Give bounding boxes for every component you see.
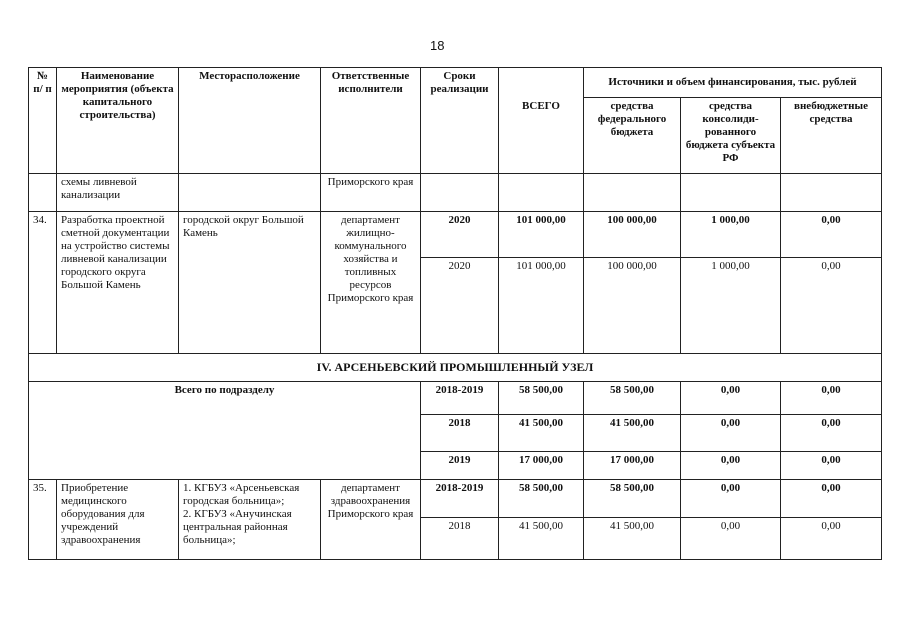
subtotal-extra: 0,00 (781, 415, 882, 452)
item34-total: 101 000,00 (499, 212, 584, 258)
subtotal-year: 2018-2019 (421, 382, 499, 415)
section-title: IV. АРСЕНЬЕВСКИЙ ПРОМЫШЛЕННЫЙ УЗЕЛ (29, 354, 882, 382)
item35-name: Приобретение медицинского оборудования для учреждений здравоохранения (57, 480, 179, 560)
carry-responsible: Приморского края (321, 174, 421, 212)
item35-location (179, 480, 321, 560)
header-consolidated: средства консолиди-рованного бюджета субъекта РФ (681, 98, 781, 174)
item35-federal: 58 500,00 (584, 480, 681, 518)
header-responsible: Ответственные исполнители (321, 68, 421, 174)
item35-year: 2018-2019 (421, 480, 499, 518)
subtotal-consolidated: 0,00 (681, 452, 781, 480)
header-federal: средства федерального бюджета (584, 98, 681, 174)
subtotal-total: 58 500,00 (499, 382, 584, 415)
item34-extra: 0,00 (781, 212, 882, 258)
header-funding: Источники и объем финансирования, тыс. рублей (584, 68, 882, 98)
header-name: Наименование мероприятия (объекта капитального строительства) (57, 68, 179, 174)
item35-location-1: 1. КГБУЗ «Арсеньевская городская больница»; (183, 482, 300, 507)
subtotal-year: 2019 (421, 452, 499, 480)
subtotal-consolidated: 0,00 (681, 382, 781, 415)
subtotal-federal: 17 000,00 (584, 452, 681, 480)
item35-responsible: департамент здравоохранения Приморского края (321, 480, 421, 560)
item35-total: 41 500,00 (499, 518, 584, 560)
section-row (29, 354, 882, 382)
table-row (29, 382, 882, 415)
header-terms: Сроки реализации (421, 68, 499, 174)
page-number: 18 (430, 38, 445, 53)
item34-total: 101 000,00 (499, 258, 584, 354)
item35-consolidated: 0,00 (681, 518, 781, 560)
item34-name: Разработка проектной сметной документации на устройство системы ливневой канализации городского округа Большой Камень (57, 212, 179, 354)
item35-num: 35. (29, 480, 57, 560)
item34-num: 34. (29, 212, 57, 354)
header-extrabudget: внебюджетные средства (781, 98, 882, 174)
item34-federal: 100 000,00 (584, 212, 681, 258)
table-row (29, 480, 882, 518)
item34-consolidated: 1 000,00 (681, 212, 781, 258)
item35-extra: 0,00 (781, 518, 882, 560)
header-location: Месторасположение (179, 68, 321, 174)
table-row (29, 212, 882, 258)
item34-responsible: департамент жилищно-коммунального хозяйства и топливных ресурсов Приморского края (321, 212, 421, 354)
item34-year: 2020 (421, 212, 499, 258)
header-total: ВСЕГО (499, 98, 584, 174)
item35-year: 2018 (421, 518, 499, 560)
subtotal-extra: 0,00 (781, 382, 882, 415)
item34-location: городской округ Большой Камень (179, 212, 321, 354)
item35-total: 58 500,00 (499, 480, 584, 518)
item35-extra: 0,00 (781, 480, 882, 518)
subtotal-consolidated: 0,00 (681, 415, 781, 452)
item34-year: 2020 (421, 258, 499, 354)
subtotal-year: 2018 (421, 415, 499, 452)
item34-federal: 100 000,00 (584, 258, 681, 354)
subtotal-label: Всего по подразделу (29, 382, 421, 480)
item35-federal: 41 500,00 (584, 518, 681, 560)
item35-location-2: 2. КГБУЗ «Анучинская центральная районная больница»; (183, 508, 292, 546)
subtotal-federal: 41 500,00 (584, 415, 681, 452)
subtotal-federal: 58 500,00 (584, 382, 681, 415)
financing-table (28, 67, 882, 560)
header-num: № п/ п (29, 68, 57, 174)
carry-name: схемы ливневой канализации (57, 174, 179, 212)
item34-extra: 0,00 (781, 258, 882, 354)
subtotal-total: 41 500,00 (499, 415, 584, 452)
carry-row (29, 174, 882, 212)
subtotal-total: 17 000,00 (499, 452, 584, 480)
item35-consolidated: 0,00 (681, 480, 781, 518)
header-row (29, 68, 882, 98)
subtotal-extra: 0,00 (781, 452, 882, 480)
item34-consolidated: 1 000,00 (681, 258, 781, 354)
